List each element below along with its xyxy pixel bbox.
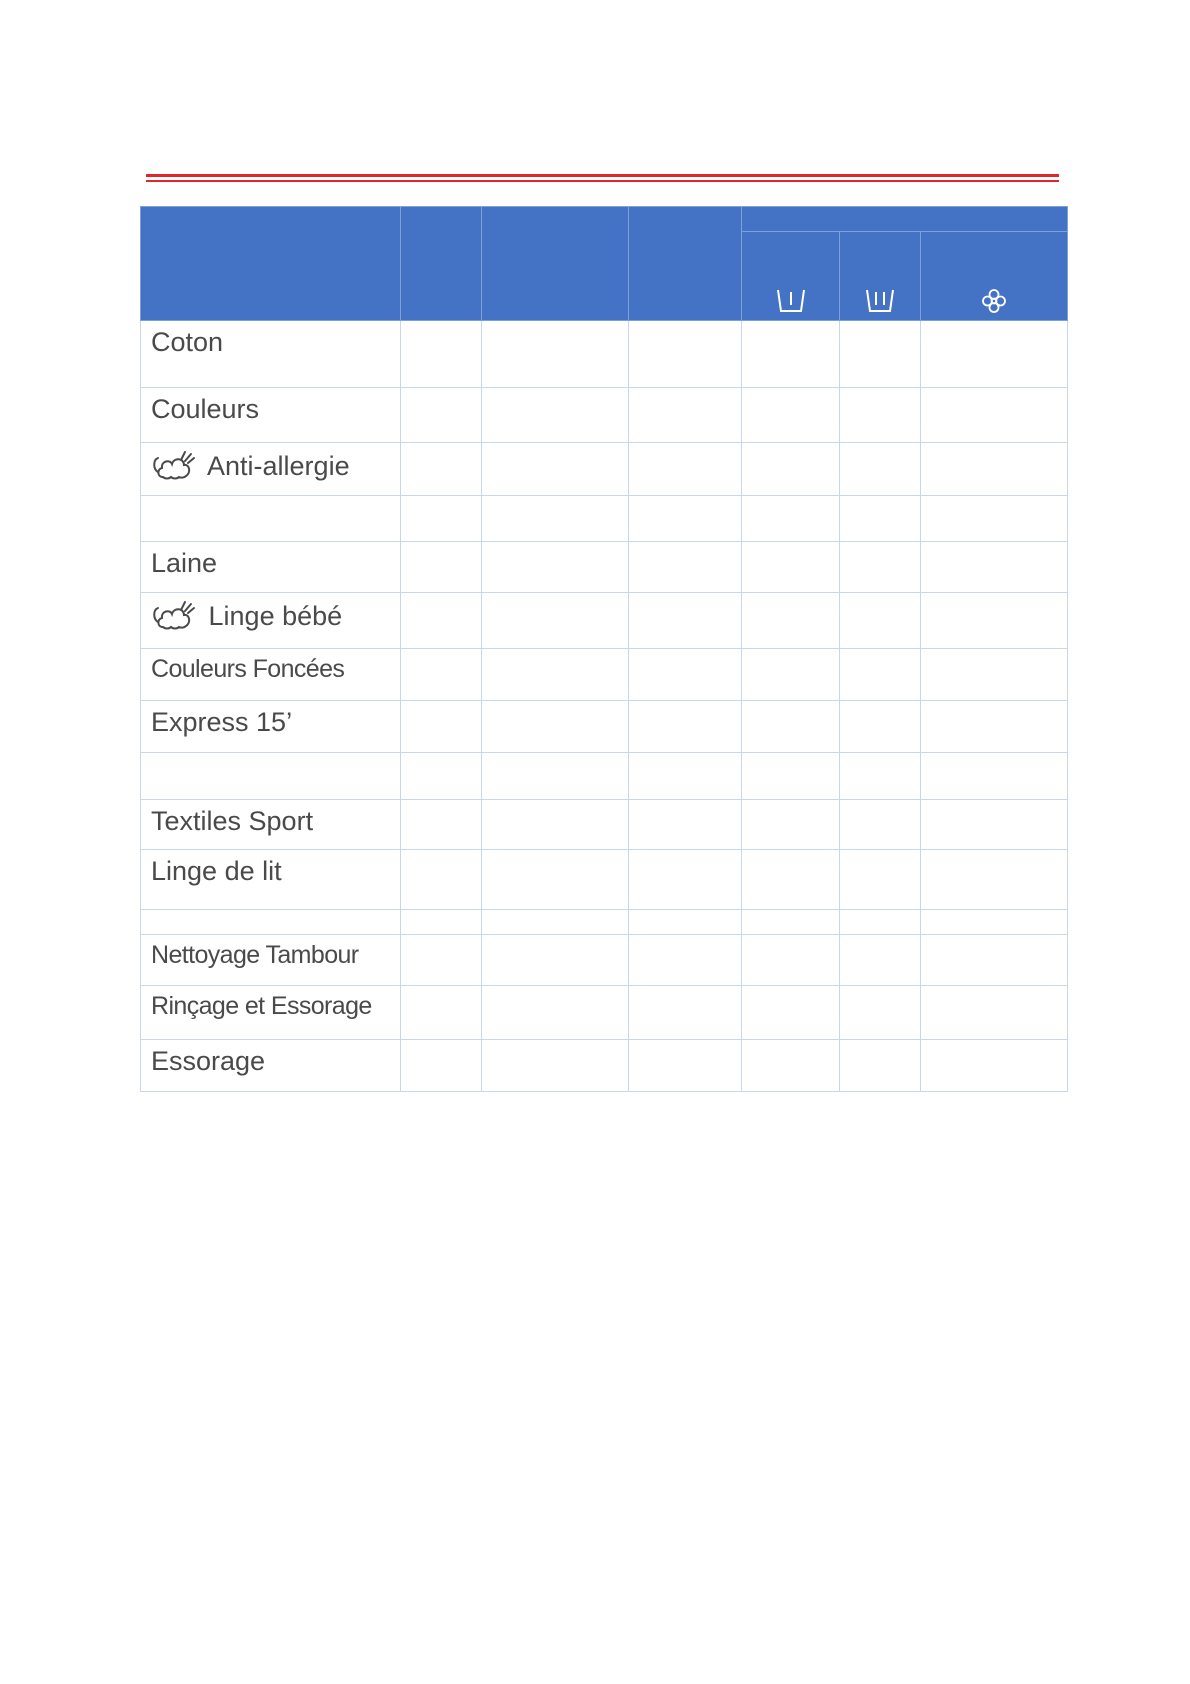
table-cell bbox=[921, 935, 1068, 986]
table-cell bbox=[742, 593, 840, 649]
table-cell bbox=[482, 701, 629, 753]
program-name: Essorage bbox=[151, 1046, 266, 1076]
table-cell bbox=[921, 850, 1068, 910]
program-name-cell bbox=[141, 910, 401, 935]
program-name-cell bbox=[141, 593, 401, 649]
table-cell bbox=[840, 850, 921, 910]
table-row bbox=[141, 910, 1068, 935]
table-cell bbox=[482, 443, 629, 496]
table-cell bbox=[482, 496, 629, 542]
table-cell bbox=[629, 649, 742, 701]
table-cell bbox=[401, 388, 482, 443]
program-name: Couleurs Foncées bbox=[151, 655, 345, 683]
table-cell bbox=[401, 910, 482, 935]
table-cell bbox=[921, 649, 1068, 701]
program-name: Express 15’ bbox=[151, 707, 293, 737]
program-name-cell bbox=[141, 443, 401, 496]
table-row bbox=[141, 935, 1068, 986]
table-cell bbox=[629, 800, 742, 850]
table-cell bbox=[401, 443, 482, 496]
table-cell bbox=[840, 496, 921, 542]
table-cell bbox=[401, 1040, 482, 1092]
header-detergent-group bbox=[742, 207, 1068, 232]
table-cell bbox=[840, 1040, 921, 1092]
table-cell bbox=[482, 935, 629, 986]
table-cell bbox=[401, 935, 482, 986]
table-row bbox=[141, 986, 1068, 1040]
table-row bbox=[141, 753, 1068, 800]
header-col-2 bbox=[401, 207, 482, 321]
table-cell bbox=[840, 593, 921, 649]
program-name: Textiles Sport bbox=[151, 806, 314, 836]
table-cell bbox=[742, 388, 840, 443]
table-row bbox=[141, 1040, 1068, 1092]
table-cell bbox=[401, 800, 482, 850]
table-cell bbox=[840, 800, 921, 850]
table-cell bbox=[921, 986, 1068, 1040]
table-cell bbox=[401, 496, 482, 542]
program-name: Linge bébé bbox=[208, 601, 343, 631]
table-cell bbox=[629, 593, 742, 649]
table-row bbox=[141, 321, 1068, 388]
table-cell bbox=[401, 850, 482, 910]
program-name-cell bbox=[141, 388, 401, 443]
table-row bbox=[141, 496, 1068, 542]
program-name-cell bbox=[141, 1040, 401, 1092]
table-row bbox=[141, 388, 1068, 443]
program-name-cell bbox=[141, 753, 401, 800]
table-cell bbox=[742, 496, 840, 542]
program-name: Anti-allergie bbox=[207, 451, 350, 481]
table-cell bbox=[401, 542, 482, 593]
table-cell bbox=[482, 1040, 629, 1092]
program-name-cell bbox=[141, 496, 401, 542]
table-row bbox=[141, 800, 1068, 850]
table-cell bbox=[840, 388, 921, 443]
table-cell bbox=[742, 935, 840, 986]
table-cell bbox=[840, 321, 921, 388]
table-cell bbox=[629, 753, 742, 800]
table-cell bbox=[840, 542, 921, 593]
prewash-compartment-icon bbox=[776, 288, 806, 314]
table-body bbox=[141, 321, 1068, 1092]
table-cell bbox=[482, 321, 629, 388]
table-cell bbox=[629, 850, 742, 910]
table-cell bbox=[629, 321, 742, 388]
table-cell bbox=[482, 800, 629, 850]
table-cell bbox=[921, 593, 1068, 649]
programs-table bbox=[140, 206, 1068, 1092]
program-name-cell bbox=[141, 649, 401, 701]
table-cell bbox=[840, 443, 921, 496]
table-cell bbox=[742, 986, 840, 1040]
table-row bbox=[141, 649, 1068, 701]
table-cell bbox=[401, 753, 482, 800]
table-cell bbox=[840, 753, 921, 800]
table-cell bbox=[921, 800, 1068, 850]
header-col-4 bbox=[629, 207, 742, 321]
table-cell bbox=[629, 701, 742, 753]
program-name: Nettoyage Tambour bbox=[151, 941, 359, 969]
table-cell bbox=[742, 321, 840, 388]
table-cell bbox=[629, 443, 742, 496]
program-name: Linge de lit bbox=[151, 856, 282, 886]
table-cell bbox=[401, 321, 482, 388]
table-cell bbox=[840, 935, 921, 986]
table-cell bbox=[840, 910, 921, 935]
table-cell bbox=[921, 542, 1068, 593]
table-cell bbox=[629, 496, 742, 542]
table-cell bbox=[482, 753, 629, 800]
table-cell bbox=[482, 910, 629, 935]
header-mainwash-cell bbox=[840, 232, 921, 321]
table-row bbox=[141, 850, 1068, 910]
program-name-cell bbox=[141, 701, 401, 753]
table-cell bbox=[742, 649, 840, 701]
table-cell bbox=[629, 542, 742, 593]
table-cell bbox=[840, 986, 921, 1040]
table-cell bbox=[629, 935, 742, 986]
table-cell bbox=[482, 542, 629, 593]
table-row bbox=[141, 593, 1068, 649]
program-name-cell bbox=[141, 800, 401, 850]
table-cell bbox=[401, 701, 482, 753]
table-cell bbox=[921, 321, 1068, 388]
cloud-hand-icon bbox=[151, 449, 197, 481]
program-name-cell bbox=[141, 850, 401, 910]
table-cell bbox=[482, 649, 629, 701]
table-cell bbox=[629, 910, 742, 935]
table-cell bbox=[629, 986, 742, 1040]
table-cell bbox=[742, 850, 840, 910]
program-name: Couleurs bbox=[151, 394, 260, 424]
program-name: Coton bbox=[151, 327, 224, 357]
header-prewash-cell bbox=[742, 232, 840, 321]
main-wash-compartment-icon bbox=[865, 288, 895, 314]
table-cell bbox=[840, 649, 921, 701]
table-cell bbox=[921, 388, 1068, 443]
table-cell bbox=[482, 850, 629, 910]
table-cell bbox=[401, 986, 482, 1040]
table-row bbox=[141, 701, 1068, 753]
program-name: Rinçage et Essorage bbox=[151, 992, 372, 1020]
program-name-cell bbox=[141, 986, 401, 1040]
header-rule-bottom bbox=[146, 180, 1059, 182]
table-cell bbox=[921, 701, 1068, 753]
program-name-cell bbox=[141, 321, 401, 388]
header-col-3 bbox=[482, 207, 629, 321]
table-cell bbox=[742, 701, 840, 753]
table-cell bbox=[742, 1040, 840, 1092]
table-cell bbox=[482, 388, 629, 443]
program-name-cell bbox=[141, 542, 401, 593]
table-cell bbox=[482, 593, 629, 649]
table-cell bbox=[921, 1040, 1068, 1092]
header-program-cell bbox=[141, 207, 401, 321]
table-cell bbox=[921, 496, 1068, 542]
table-cell bbox=[921, 753, 1068, 800]
table-row bbox=[141, 542, 1068, 593]
header-rule-top bbox=[146, 174, 1059, 177]
table-cell bbox=[921, 910, 1068, 935]
header-softener-cell bbox=[921, 232, 1068, 321]
table-cell bbox=[629, 388, 742, 443]
table-cell bbox=[629, 1040, 742, 1092]
table-cell bbox=[401, 649, 482, 701]
table-cell bbox=[742, 542, 840, 593]
table-cell bbox=[921, 443, 1068, 496]
table-header bbox=[141, 207, 1068, 321]
table-cell bbox=[840, 701, 921, 753]
table-cell bbox=[742, 443, 840, 496]
softener-flower-icon bbox=[981, 288, 1007, 314]
table-cell bbox=[742, 910, 840, 935]
program-name: Laine bbox=[151, 548, 218, 578]
table-cell bbox=[401, 593, 482, 649]
table-row bbox=[141, 443, 1068, 496]
table-cell bbox=[742, 800, 840, 850]
cloud-hand-icon bbox=[151, 599, 197, 631]
program-name-cell bbox=[141, 935, 401, 986]
table-cell bbox=[742, 753, 840, 800]
table-cell bbox=[482, 986, 629, 1040]
